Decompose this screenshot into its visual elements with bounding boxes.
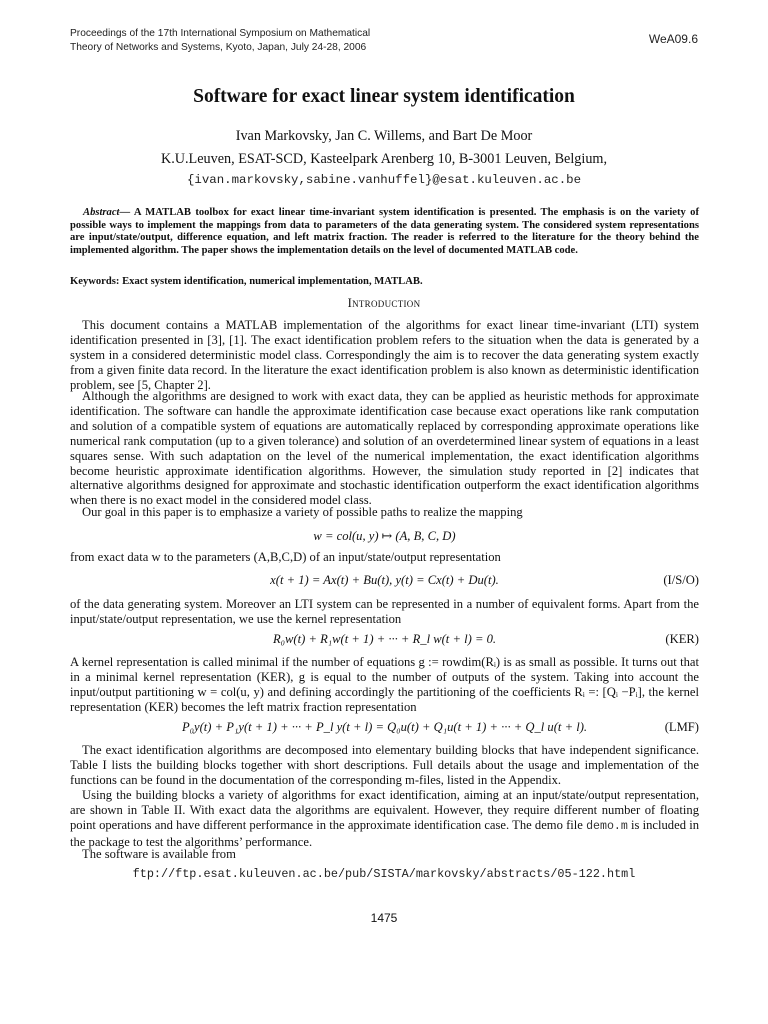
equation-lmf bbox=[70, 720, 699, 738]
keywords: Keywords: Exact system identification, numerical implementation, MATLAB. bbox=[70, 276, 423, 287]
equation-iso-tag: (I/S/O) bbox=[663, 573, 699, 587]
equation-ker-tag: (KER) bbox=[665, 632, 699, 646]
paragraph-5: of the data generating system. Moreover an LTI system can be represented in a number of equivalent forms. Apart from the input/state/output representation, we use the kernel representation bbox=[70, 597, 699, 626]
page-number: 1475 bbox=[370, 911, 398, 925]
equation-iso-expr: x(t + 1) = Ax(t) + Bu(t), y(t) = Cx(t) + Du(t). bbox=[270, 573, 499, 587]
proceedings-line-2: Theory of Networks and Systems, Kyoto, Japan, July 24-28, 2006 bbox=[70, 42, 367, 53]
paragraph-4: from exact data w to the parameters (A,B,C,D) of an input/state/output representation bbox=[70, 550, 501, 564]
paragraph-2: Although the algorithms are designed to work with exact data, they can be applied as heuristic methods for approximate identification. The software can handle the approximate identification case because exact operations like rank computation and solution of a compatible system of equations are automatically replaced by corresponding approximate operations like numerical rank computation (up to a given tolerance) and solution of an overdetermined linear system of equations in a least squares sense. With such adaptation on the level of the numerical implementation, the exact identification algorithms become heuristic approximate identification algorithms. However, the simulation study reported in [2] indicates that alternative algorithms designed for approximate and stochastic identification outperform the exact identification algorithms when there is no exact model in the considered model class. bbox=[70, 389, 699, 508]
abstract bbox=[70, 207, 699, 258]
author-affiliation: K.U.Leuven, ESAT-SCD, Kasteelpark Arenberg 10, B-3001 Leuven, Belgium, bbox=[160, 151, 608, 167]
equation-ker-expr: R₀w(t) + R₁w(t + 1) + ··· + R_l w(t + l) = 0. bbox=[272, 632, 497, 646]
paragraph-7: The exact identification algorithms are decomposed into elementary building blocks that have independent significance. Table I lists the building blocks together with short descriptions. Full details about the usage and implementation of the functions can be found in the documentation of the corresponding m-files, listed in the Appendix. bbox=[70, 743, 699, 787]
equation-ker bbox=[70, 632, 699, 650]
paragraph-1: This document contains a MATLAB implementation of the algorithms for exact linear time-invariant (LTI) system identification presented in [3], [1]. The exact identification problem refers to the situation when the data is generated by a system in a considered deterministic model class. Correspondingly the aim is to recover the data generating system exactly from a given finite data record. In the literature the exact identification problem is also known as deterministic identification problem, see [5, Chapter 2]. bbox=[70, 318, 699, 392]
paper-title: Software for exact linear system identification bbox=[193, 86, 575, 107]
equation-mapping bbox=[70, 528, 699, 546]
paragraph-8-before: Using the building blocks a variety of algorithms for exact identification, aiming at an input/state/output representation, are shown in Table II. With exact data the algorithms are equivalent. However, they require different number of floating point operations and have different performance in the approximate identification case. The demo file bbox=[70, 788, 699, 832]
paragraph-3: Our goal in this paper is to emphasize a variety of possible paths to realize the mapping bbox=[82, 505, 523, 519]
software-url[interactable]: ftp://ftp.esat.kuleuven.ac.be/pub/SISTA/markovsky/abstracts/05-122.html bbox=[132, 867, 636, 881]
session-code: WeA09.6 bbox=[648, 32, 698, 46]
equation-lmf-expr: P₀y(t) + P₁y(t + 1) + ··· + P_l y(t + l) = Q₀u(t) + Q₁u(t + 1) + ··· + Q_l u(t + l). bbox=[181, 720, 588, 734]
paper-authors: Ivan Markovsky, Jan C. Willems, and Bart De Moor bbox=[235, 128, 533, 144]
demo-file-code: demo.m bbox=[586, 819, 628, 833]
equation-mapping-expr: w = col(u, y) ↦ (A, B, C, D) bbox=[313, 529, 456, 543]
abstract-lead: Abstract bbox=[83, 207, 120, 218]
equation-lmf-tag: (LMF) bbox=[664, 720, 699, 734]
section-heading-introduction: Introduction bbox=[347, 296, 421, 310]
abstract-body: — A MATLAB toolbox for exact linear time-invariant system identification is presented. The emphasis is on the variety of possible ways to implement the mappings from data to parameters of the data generating system. The considered system representations are input/state/output, difference equation, and left matrix fraction. The reader is referred to the literature for the theory behind the implemented algorithm. The paper shows the implementation details on the level of documented MATLAB code. bbox=[70, 207, 699, 257]
author-email: {ivan.markovsky,sabine.vanhuffel}@esat.kuleuven.ac.be bbox=[186, 173, 582, 187]
equation-iso bbox=[70, 573, 699, 591]
paragraph-8-after: is included in the package to test the algorithms’ performance. bbox=[70, 817, 699, 849]
proceedings-header bbox=[70, 27, 490, 55]
proceedings-line-1: Proceedings of the 17th International Symposium on Mathematical bbox=[70, 28, 371, 39]
paragraph-9: The software is available from bbox=[82, 847, 236, 861]
paragraph-8 bbox=[70, 788, 699, 850]
paragraph-6: A kernel representation is called minimal if the number of equations g := rowdim(Rᵢ) is as small as possible. It turns out that in a minimal kernel representation (KER), g is equal to the number of outputs of the system. Taking into account the input/output partitioning w = col(u, y) and defining accordingly the partitioning of the coefficients Rᵢ =: [Qᵢ −Pᵢ], the kernel representation (KER) becomes the left matrix fraction representation bbox=[70, 655, 699, 714]
